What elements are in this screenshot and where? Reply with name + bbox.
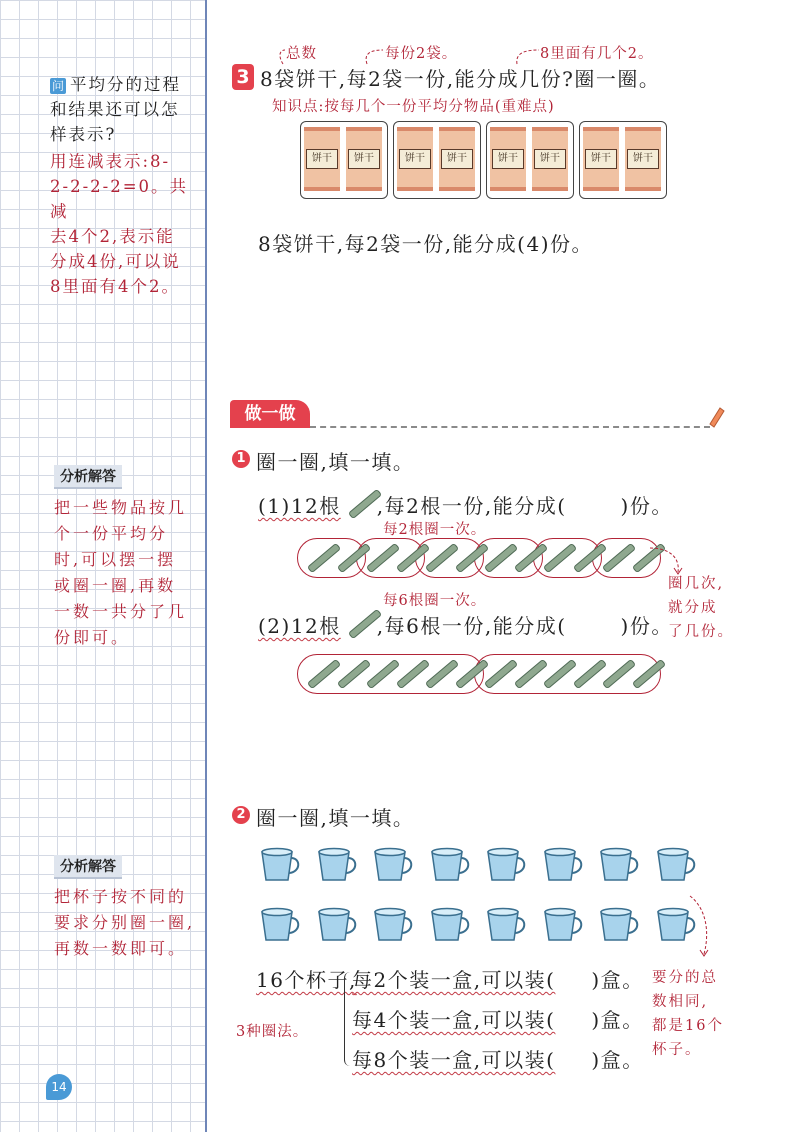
question-1-part-2 bbox=[258, 610, 673, 639]
cups-total: 16个杯子, bbox=[256, 968, 357, 992]
q2-line bbox=[352, 1004, 644, 1033]
analysis-line: 份即可。 bbox=[54, 628, 131, 647]
biscuit-label: 饼干 bbox=[627, 149, 659, 169]
analysis-line: 个一份平均分 bbox=[54, 524, 169, 543]
part-2-rest: ,每6根一份,能分成( bbox=[376, 614, 567, 638]
hint-2: 每6根圈一次。 bbox=[383, 593, 487, 609]
sidebar-answer-line: 分成4份,可以说 bbox=[50, 252, 181, 271]
sidebar-question-line: 样表示? bbox=[50, 125, 117, 144]
knowledge-point: 知识点:按每几个一份平均分物品(重难点) bbox=[272, 99, 555, 115]
right-note-line: 要分的总 bbox=[652, 970, 718, 986]
margin-divider bbox=[205, 0, 207, 1132]
left-note: 3种圈法。 bbox=[236, 1024, 309, 1040]
part-1-end: )份。 bbox=[620, 494, 673, 518]
cup-icon bbox=[598, 906, 640, 944]
biscuit-label: 饼干 bbox=[585, 149, 617, 169]
note-each: 每份2袋。 bbox=[385, 46, 458, 62]
question-1-part-1 bbox=[258, 490, 673, 519]
sidebar-question-line: 和结果还可以怎 bbox=[50, 100, 180, 119]
hint-1: 每2根圈一次。 bbox=[383, 522, 487, 538]
biscuit-label: 饼干 bbox=[492, 149, 524, 169]
biscuit-bag bbox=[625, 127, 661, 191]
biscuit-bag bbox=[532, 127, 568, 191]
question-2-stem bbox=[256, 964, 357, 993]
cup-icon bbox=[259, 906, 301, 944]
pencil-icon bbox=[706, 404, 726, 428]
question-icon: 问 bbox=[51, 79, 64, 93]
cup-icon bbox=[485, 906, 527, 944]
right-note-line: 都是16个 bbox=[652, 1018, 724, 1034]
sidebar-answer-line: 2-2-2-2=0。共减 bbox=[50, 177, 189, 221]
analysis-line: 再数一数即可。 bbox=[54, 939, 188, 958]
cup-icon bbox=[372, 846, 414, 884]
side-note-line: 就分成 bbox=[668, 600, 718, 616]
biscuit-label: 饼干 bbox=[348, 149, 380, 169]
right-note-line: 数相同, bbox=[652, 994, 709, 1010]
sidebar-question bbox=[50, 72, 200, 147]
analysis-label: 分析解答 bbox=[54, 855, 122, 879]
sidebar-answer-line: 去4个2,表示能 bbox=[50, 227, 175, 246]
cup-icon bbox=[316, 846, 358, 884]
note-how-many: 8里面有几个2。 bbox=[540, 46, 654, 62]
side-note-line: 圈几次, bbox=[668, 576, 725, 592]
example-question: 8袋饼干,每2袋一份,能分成几份?圈一圈。 bbox=[260, 67, 661, 91]
q2-line-text: 每4个装一盒,可以装( bbox=[352, 1008, 556, 1032]
cup-icon bbox=[429, 906, 471, 944]
example-answer: 8袋饼干,每2袋一份,能分成(4)份。 bbox=[258, 232, 593, 256]
side-note-line: 了几份。 bbox=[668, 624, 734, 640]
analysis-line: 把一些物品按几 bbox=[54, 498, 188, 517]
cup-icon bbox=[598, 846, 640, 884]
cup-icon bbox=[429, 846, 471, 884]
note-total: 总数 bbox=[286, 46, 317, 62]
question-2-title: 圈一圈,填一填。 bbox=[256, 806, 415, 830]
cup-icon bbox=[542, 906, 584, 944]
sidebar-answer-line: 用连减表示:8- bbox=[50, 152, 171, 171]
sidebar-answer-line: 8里面有4个2。 bbox=[50, 277, 180, 296]
practice-divider bbox=[310, 426, 710, 428]
analysis-text bbox=[54, 495, 204, 651]
side-note-arrow bbox=[640, 540, 690, 580]
cup-icon bbox=[655, 846, 697, 884]
cup-icon bbox=[316, 906, 358, 944]
analysis-line: 要求分别圈一圈, bbox=[54, 913, 196, 932]
q2-line bbox=[352, 1044, 644, 1073]
biscuit-label: 饼干 bbox=[441, 149, 473, 169]
question-1-badge: 1 bbox=[232, 450, 250, 468]
analysis-line: 一数一共分了几 bbox=[54, 602, 188, 621]
q2-line bbox=[352, 964, 644, 993]
analysis-label: 分析解答 bbox=[54, 465, 122, 489]
q2-line-end: )盒。 bbox=[591, 968, 644, 992]
part-1-rest: ,每2根一份,能分成( bbox=[376, 494, 567, 518]
question-2-badge: 2 bbox=[232, 806, 250, 824]
q2-line-text: 每2个装一盒,可以装( bbox=[352, 968, 556, 992]
analysis-line: 时,可以摆一摆 bbox=[54, 550, 177, 569]
part-2-count: (2)12根 bbox=[258, 614, 341, 638]
biscuit-bag bbox=[346, 127, 382, 191]
side-note bbox=[668, 572, 734, 644]
biscuit-bag bbox=[439, 127, 475, 191]
biscuit-label: 饼干 bbox=[534, 149, 566, 169]
biscuit-label: 饼干 bbox=[306, 149, 338, 169]
analysis-line: 或圈一圈,再数 bbox=[54, 576, 177, 595]
right-note bbox=[652, 966, 724, 1062]
q2-line-text: 每8个装一盒,可以装( bbox=[352, 1048, 556, 1072]
cup-icon bbox=[372, 906, 414, 944]
cup-icon bbox=[542, 846, 584, 884]
sidebar-question-line: 平均分的过程 bbox=[70, 75, 181, 94]
cups-note-arrow bbox=[686, 892, 726, 962]
part-2-end: )份。 bbox=[620, 614, 673, 638]
sidebar-answer bbox=[50, 149, 202, 299]
part-1-count: (1)12根 bbox=[258, 494, 341, 518]
right-note-line: 杯子。 bbox=[652, 1042, 702, 1058]
cup-icon bbox=[485, 846, 527, 884]
practice-header: 做一做 bbox=[230, 400, 310, 428]
q2-line-end: )盒。 bbox=[591, 1008, 644, 1032]
biscuit-bag bbox=[304, 127, 340, 191]
biscuit-bag bbox=[583, 127, 619, 191]
biscuit-label: 饼干 bbox=[399, 149, 431, 169]
cup-icon bbox=[259, 846, 301, 884]
page-number: 14 bbox=[46, 1074, 72, 1100]
question-1-title: 圈一圈,填一填。 bbox=[256, 450, 415, 474]
analysis-line: 把杯子按不同的 bbox=[54, 887, 188, 906]
analysis-text bbox=[54, 884, 204, 962]
biscuit-bag bbox=[397, 127, 433, 191]
biscuit-bag bbox=[490, 127, 526, 191]
example-number-badge: 3 bbox=[232, 64, 254, 90]
q2-line-end: )盒。 bbox=[591, 1048, 644, 1072]
